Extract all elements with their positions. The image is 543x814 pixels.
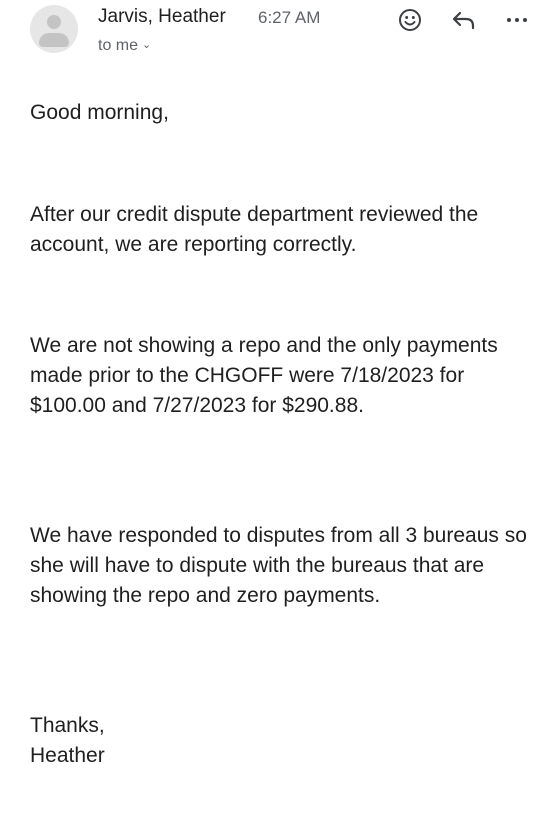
greeting-text: Good morning, xyxy=(30,101,169,124)
chevron-down-icon: ⌄ xyxy=(142,39,152,51)
email-header xyxy=(0,0,543,70)
more-options-button[interactable] xyxy=(502,6,532,34)
reply-arrow-icon xyxy=(451,8,477,32)
avatar-head-shape xyxy=(47,15,61,29)
body-paragraph: We are not showing a repo and the only payments made prior to the CHGOFF were 7/18/2023 for $100.00 and 7/27/2023 for $290.88. xyxy=(30,334,498,417)
signature-text: Heather xyxy=(30,744,105,767)
body-paragraph: After our credit dispute department reviewed the account, we are reporting correctly. xyxy=(30,203,479,256)
recipient-label: to me xyxy=(98,37,139,54)
closing-text: Thanks, xyxy=(30,714,105,737)
avatar-body-shape xyxy=(39,33,69,47)
reply-button[interactable] xyxy=(449,6,479,34)
more-horizontal-icon xyxy=(505,8,529,32)
sender-name[interactable]: Jarvis, Heather xyxy=(98,6,226,27)
smiley-face-icon xyxy=(398,8,422,32)
add-reaction-button[interactable] xyxy=(395,6,425,34)
email-timestamp: 6:27 AM xyxy=(258,8,321,27)
recipient-details-toggle[interactable] xyxy=(98,37,151,55)
sender-avatar[interactable] xyxy=(30,5,78,53)
body-paragraph: We have responded to disputes from all 3 bureaus so she will have to dispute with the bureaus that are showing the repo and zero payments. xyxy=(30,524,527,607)
